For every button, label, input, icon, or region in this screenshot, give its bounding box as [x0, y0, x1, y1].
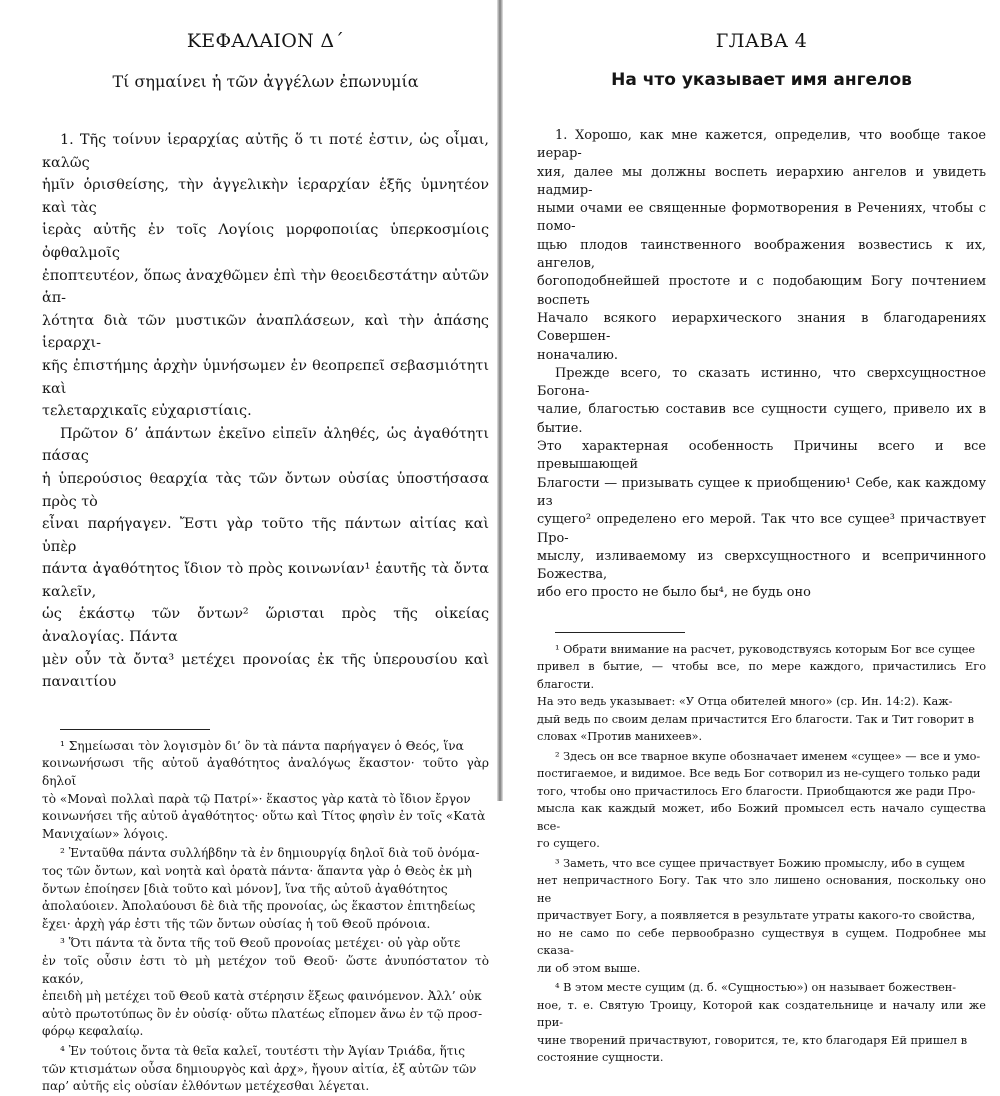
footnote: ³ Заметь, что все сущее причаствует Божию промыслу, ибо в сущем нет непричастного Богу. Так что зло лишено основания, поскольку оно не причаствует Богу, а появляется в результате утраты какого-то свойства, но не само по себе первообразно существуя в сущем. Подробнее мы сказа- ли об этом выше. — [537, 856, 986, 975]
footnote: ¹ Обрати внимание на расчет, руководствуясь которым Бог все сущее привел в бытие, — чтобы все, по мере каждого, причастились Его благости. На это ведь указывает: «У Отца обителей много» (ср. Ин. 14:2). Каж- дый ведь по своим делам причастится Его благости. Так и Тит говорит в словах «Против манихеев». — [537, 642, 986, 744]
paragraph: Прежде всего, то сказать истинно, что сверхсущностное Богона- чалие, благостью составив все сущности сущего, привело их в бытие. Это характерная особенность Причины всего и все превышающей Благости — призывать сущее к приобщению¹ Себе, как каждому из сущего² определено его мерой. Так что все сущее³ причаствует Про- мыслу, изливаемому из сверхсущностного и всепричинного Божества, ибо его просто не было бы⁴, не будь оно — [537, 365, 986, 601]
main-text-russian — [537, 127, 986, 603]
footnote-rule — [60, 729, 210, 730]
footnotes-greek — [42, 738, 489, 1096]
footnote: ⁴ Ἐν τούτοις ὄντα τὰ θεῖα καλεῖ, τουτέστι τὴν Ἁγίαν Τριάδα, ἥτις τῶν κτισμάτων οὖσα δημιουργὸς καὶ ἀρχ», ἤγουν αἰτία, ἐξ αὐτῶν τῶν παρ’ αὐτῆς εἰς οὐσίαν ἐλθόντων μετέχεσθαι λέγεται. — [42, 1043, 477, 1094]
footnotes-russian — [537, 641, 986, 1067]
paragraph: 1. Τῆς τοίνυν ἱεραρχίας αὐτῆς ὅ τι ποτέ ἐστιν, ὡς οἶμαι, καλῶς ἡμῖν ὁρισθείσης, τὴν ἀγγελικὴν ἱεραρχίαν ἑξῆς ὑμνητέον καὶ τὰς ἱερὰς αὐτῆς ἐν τοῖς Λογίοις μορφοποιίας ὑπερκοσμίοις ὀφθαλμοῖς ἐποπτευτέον, ὅπως ἀναχθῶμεν ἐπὶ τὴν θεοειδεστάτην αὐτῶν ἁπ- λότητα διὰ τῶν μυστικῶν ἀναπλάσεων, καὶ τὴν ἁπάσης ἱεραρχι- κῆς ἐπιστήμης ἀρχὴν ὑμνήσωμεν ἐν θεοπρεπεῖ σεβασμιότητι καὶ τελεταρχικαῖς εὐχαριστίαις. — [42, 132, 489, 420]
footnote: ³ Ὅτι πάντα τὰ ὄντα τῆς τοῦ Θεοῦ προνοίας μετέχει· οὐ γὰρ οὔτε ἐν τοῖς οὖσιν ἐστι τὸ μὴ μετέχον τοῦ Θεοῦ· ὥστε ἀνυπόστατον τὸ κακόν, ἐπειδὴ μὴ μετέχει τοῦ Θεοῦ κατὰ στέρησιν ἕξεως φαινόμενον. Ἀλλ’ οὐκ αὐτὸ πρωτοτύπως ὂν ἐν οὐσίᾳ· οὕτω πλατέως εἴπομεν ἄνω ἐν τῷ προσ- φόρῳ κεφαλαίῳ. — [42, 936, 489, 1039]
paragraph: 1. Хорошо, как мне кажется, определив, что вообще такое иерар- хия, далее мы должны воспеть иерархию ангелов и увидеть надмир- ными очами ее священные формотворения в Речениях, чтобы с помо- щью плодов таинственного воображения возвестись к их, ангелов, богоподобнейшей простоте и с подобающим Богу почтением воспеть Начало всякого иерархического знания в благодарениях Совершен- ноначалию. — [537, 128, 986, 363]
chapter-heading-russian: ГЛАВА 4 — [715, 30, 808, 52]
chapter-heading-greek: ΚΕΦΑΛΑΙΟΝ Δ΄ — [186, 30, 345, 52]
chapter-subtitle-greek: Τί σημαίνει ἡ τῶν ἀγγέλων ἐπωνυμία — [112, 72, 419, 91]
footnote: ² Ἐνταῦθα πάντα συλλήβδην τὰ ἐν δημιουργίᾳ δηλοῖ διὰ τοῦ ὀνόμα- τος τῶν ὄντων, καὶ νοητὰ καὶ ὁρατὰ πάντα· ἅπαντα γὰρ ὁ Θεὸς ἐκ μὴ ὄντων ἐποίησεν [διὰ τοῦτο καὶ μόνον], ἵνα τῆς αὐτοῦ ἀγαθότητος ἀπολαύοιεν. Ἀπολαύουσι δὲ διὰ τῆς προνοίας, ὡς ἕκαστον ἐπιτηδείως ἔχει· ἀρχὴ γάρ ἐστι τῆς τῶν ὄντων οὐσίας ἡ τοῦ Θεοῦ πρόνοια. — [42, 846, 480, 931]
footnote: ² Здесь он все тварное вкупе обозначает именем «сущее» — все и умо- постигаемое, и видимое. Все ведь Бог сотворил из не-сущего только ради того, чтобы оно причастилось Его благости. Приобщаются же ради Про- мысла как каждый может, ибо Божий промысел есть начало существа все- го сущего. — [537, 749, 986, 851]
right-page — [503, 0, 1000, 1065]
footnote: ⁴ В этом месте сущим (д. б. «Сущностью») он называет божествен- ное, т. е. Святую Троицу, Которой как создательнице и началу или же при- чине творений причаствуют, говорится, те, кто благодаря Ей пришел в состояние сущности. — [537, 981, 986, 1065]
main-text-greek — [42, 129, 489, 694]
footnote-rule — [555, 632, 685, 633]
chapter-subtitle-russian: На что указывает имя ангелов — [611, 70, 912, 90]
footnote: ¹ Σημείωσαι τὸν λογισμὸν δι’ ὃν τὰ πάντα παρήγαγεν ὁ Θεός, ἵνα κοινωνήσωσι τῆς αὐτοῦ ἀγαθότητος ἀναλόγως ἕκαστον· τοῦτο γὰρ δηλοῖ τὸ «Μοναὶ πολλαὶ παρὰ τῷ Πατρί»· ἕκαστος γὰρ κατὰ τὸ ἴδιον ἔργον κοινωνήσει τῆς αὐτοῦ ἀγαθότητος· οὕτω καὶ Τίτος φησὶν ἐν τοῖς «Κατὰ Μανιχαίων» λόγοις. — [42, 738, 489, 841]
left-page — [0, 0, 497, 1094]
paragraph: Πρῶτον δ’ ἁπάντων ἐκεῖνο εἰπεῖν ἀληθές, ὡς ἀγαθότητι πάσας ἡ ὑπερούσιος θεαρχία τὰς τῶν ὄντων οὐσίας ὑποστήσασα πρὸς τὸ εἶναι παρήγαγεν. Ἔστι γὰρ τοῦτο τῆς πάντων αἰτίας καὶ ὑπὲρ πάντα ἀγαθότητος ἴδιον τὸ πρὸς κοινωνίαν¹ ἑαυτῆς τὰ ὄντα καλεῖν, ὡς ἑκάστῳ τῶν ὄντων² ὥρισται πρὸς τῆς οἰκείας ἀναλογίας. Πάντα μὲν οὖν τὰ ὄντα³ μετέχει προνοίας ἐκ τῆς ὑπερουσίου καὶ παναιτίου — [42, 425, 489, 691]
